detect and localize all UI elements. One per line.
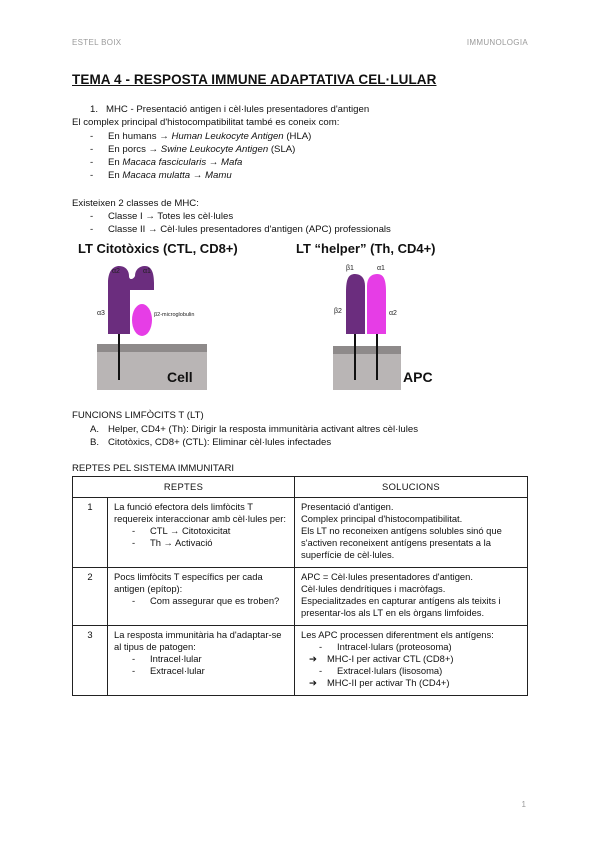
solucio-cell: Presentació d'antigen. Complex principal d'histocompatibilitat. Els LT no reconeixen antígens solubles sinó que s'activen reconeixent antígens presentats a la superfície de cèl·lules. <box>295 498 528 568</box>
table-row <box>73 626 528 696</box>
reptes-heading: REPTES PEL SISTEMA IMMUNITARI <box>72 463 235 474</box>
col-header-solucions: SOLUCIONS <box>295 477 528 498</box>
table-header-row <box>73 477 528 498</box>
label-b1: β1 <box>346 265 354 272</box>
row-number: 2 <box>73 568 108 626</box>
mhc-class-i-diagram <box>97 266 207 390</box>
list-item: - Classe II → Cèl·lules presentadores d'antigen (APC) professionals <box>90 224 391 235</box>
list-item: A. Helper, CD4+ (Th): Dirigir la resposta immunitària activant altres cèl·lules <box>90 424 419 435</box>
mhc-ii-beta-chain <box>346 274 365 334</box>
beta2-microglobulin <box>132 304 152 336</box>
reptes-table <box>72 476 528 696</box>
mhc-intro: El complex principal d'histocompatibilitat també es coneix com: <box>72 117 340 128</box>
solucio-cell: Les APC processen diferentment els antígens: - Intracel·lulars (proteosoma) ➔ MHC-I per activar CTL (CD8+) - Extracel·lulars (lisosoma) ➔ MHC-II per activar Th (CD4+) <box>295 626 528 696</box>
label-a1: α1 <box>377 265 385 272</box>
list-item: - En Macaca fascicularis → Mafa <box>90 157 243 168</box>
header-subject: IMMUNOLOGIA <box>466 38 528 47</box>
section-number: 1. <box>90 104 99 115</box>
page-title: TEMA 4 - RESPOSTA IMMUNE ADAPTATIVA CEL·LULAR <box>72 72 437 87</box>
label-a2: α2 <box>389 310 397 317</box>
table-row <box>73 568 528 626</box>
repte-cell: La funció efectora dels limfòcits T requereix interaccionar amb cèl·lules per: - CTL → Citotoxicitat - Th → Activació <box>108 498 295 568</box>
figure-title-ctl: LT Citotòxics (CTL, CD8+) <box>78 241 238 256</box>
list-item: - En Macaca mulatta → Mamu <box>90 170 232 181</box>
solucio-cell: APC = Cèl·lules presentadores d'antigen. Cèl·lules dendrítiques i macròfags. Especialitzades en capturar antígens als teixits i presentar-los als LT en els òrgans limfoides. <box>295 568 528 626</box>
cell-label: Cell <box>167 369 193 385</box>
repte-cell: Pocs limfòcits T específics per cada antigen (epítop): - Com assegurar que es troben? <box>108 568 295 626</box>
label-a2: α2 <box>112 268 120 275</box>
row-number: 1 <box>73 498 108 568</box>
page-number: 1 <box>521 800 526 809</box>
mhc-ii-alpha-chain <box>367 274 386 334</box>
list-item: - En humans → Human Leukocyte Antigen (HLA) <box>90 131 312 142</box>
mhc-classes-intro: Existeixen 2 classes de MHC: <box>72 198 199 209</box>
label-a1: α1 <box>143 268 151 275</box>
section-title: MHC - Presentació antigen i cèl·lules presentadores d'antigen <box>106 104 370 115</box>
header-author: ESTEL BOIX <box>72 38 122 47</box>
repte-cell: La resposta immunitària ha d'adaptar-se al tipus de patogen: - Intracel·lular - Extracel·lular <box>108 626 295 696</box>
table-row <box>73 498 528 568</box>
list-item: B. Citotòxics, CD8+ (CTL): Eliminar cèl·lules infectades <box>90 437 332 448</box>
label-b2: β2 <box>334 308 342 315</box>
list-item: - En porcs → Swine Leukocyte Antigen (SLA) <box>90 144 296 155</box>
list-item: - Classe I → Totes les cèl·lules <box>90 211 234 222</box>
funcions-heading: FUNCIONS LIMFÒCITS T (LT) <box>72 410 204 421</box>
label-b2m: β2-microglobulin <box>154 312 195 318</box>
label-a3: α3 <box>97 310 105 317</box>
row-number: 3 <box>73 626 108 696</box>
mhc-class-ii-diagram <box>333 265 433 390</box>
apc-label: APC <box>403 369 433 385</box>
col-header-reptes: REPTES <box>73 477 295 498</box>
mhc-figure <box>75 240 455 400</box>
section-heading <box>90 104 369 115</box>
figure-title-th: LT “helper” (Th, CD4+) <box>296 241 436 256</box>
